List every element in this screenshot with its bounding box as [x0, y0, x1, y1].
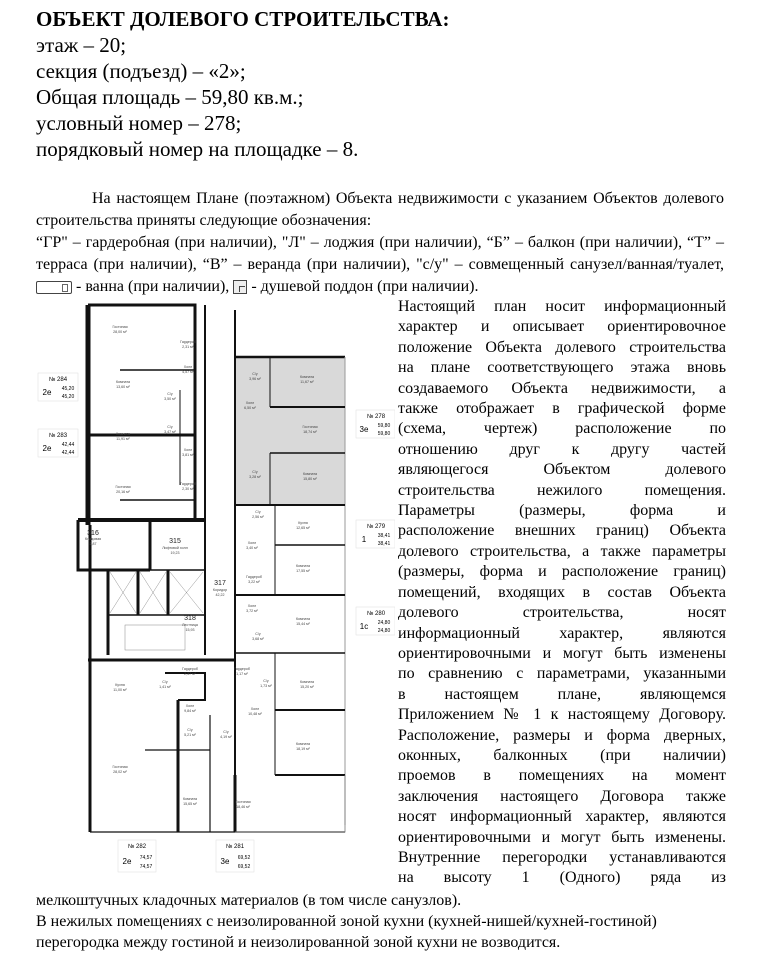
disclaimer-line: ориентировочными и могут быть изменены. [398, 828, 726, 846]
apartment-area: 24,80 [377, 628, 391, 634]
apartment-area: 59,80 [377, 423, 391, 429]
closing-line-3: перегородка между гостиной и неизолированной зоной кухни не возводится. [36, 934, 561, 951]
room-area: 13,60 м² [116, 385, 130, 389]
disclaimer-line: отношению друг к другу частей [398, 440, 726, 458]
object-summary [36, 6, 449, 162]
elevator-hall-number: 315 [169, 538, 181, 545]
room-area: 4,19 м² [220, 735, 232, 739]
apartment-area: 74,57 [139, 864, 153, 870]
stairs-number: 318 [184, 615, 196, 622]
room-name: Гардероб [234, 667, 250, 671]
room-name: Холл [183, 448, 193, 452]
room-area: 28,02 м² [113, 770, 127, 774]
room-name: Комната [295, 564, 311, 568]
legend-text: “ГР" – гардеробная (при наличии), "Л" – лоджия (при наличии), “Б” – балкон (при наличии), “Т” – терраса (при наличии), “В” – веранда (при наличии), "с/у" – совмещенный санузел/ванная/туалет, [36, 234, 724, 273]
disclaimer-line: Параметры (размеры, форма и [398, 502, 726, 520]
closing-line-2: В нежилых помещениях с неизолированной зоной кухни (кухней-нишей/кухней-гостиной) [36, 913, 657, 930]
room-name: С/у [252, 372, 258, 376]
apartment-number: № 279 [366, 524, 386, 530]
room-name: Комната [115, 380, 131, 384]
room-name: Гардероб [180, 340, 196, 344]
closing-text [36, 890, 726, 953]
stairs-area: 15,93 [185, 628, 195, 632]
room-name: С/у [167, 392, 173, 396]
elevator-hall-name: Лифтовой холл [162, 546, 188, 550]
apartment-type: 2е [42, 444, 52, 453]
room-name: Комната [182, 797, 198, 801]
disclaimer-line: также отображает в графической форме [398, 400, 726, 418]
room-name: Холл [247, 604, 257, 608]
room-name: Гостиная [112, 325, 128, 329]
corridor-name: Коридор [212, 588, 228, 592]
room-area: 3,68 м² [252, 637, 264, 641]
room-area: 2,31 м² [182, 345, 194, 349]
disclaimer-line: Приложением № 1 к настоящему Договору. [398, 706, 726, 724]
room-area: 20,16 м² [116, 490, 130, 494]
room-name: Гостиная [112, 765, 128, 769]
disclaimer-line: на высоту 1 (Одного) ряда из [398, 869, 726, 887]
room-area: 11,00 м² [113, 688, 127, 692]
object-floor: этаж – 20; [36, 33, 127, 57]
room-area: 15,20 м² [300, 685, 314, 689]
room-name: Комната [302, 472, 318, 476]
disclaimer-line: информационный характер, являются [398, 624, 726, 642]
apartment-type: 1 [361, 535, 367, 544]
apartment-number: № 278 [366, 414, 386, 420]
disclaimer-line: на плане соответствующего этажа вновь [398, 359, 726, 377]
disclaimer-line: Расположение, размеры и форма дверных, [398, 726, 726, 744]
elevator-hall-area: 19,23 [170, 551, 180, 555]
apartment-tag-282 [118, 840, 156, 872]
object-ordinal-number: порядковый номер на площадке – 8. [36, 137, 359, 161]
room-name: Комната [295, 742, 311, 746]
apartment-type: 2е [42, 388, 52, 397]
apartment-number: № 283 [48, 433, 68, 439]
room-name: Холл [247, 541, 257, 545]
room-area: 18,74 м² [303, 430, 317, 434]
room-area: 3,72 м² [246, 609, 258, 613]
room-area: 10,48 м² [248, 712, 262, 716]
apartment-type: 3е [359, 425, 369, 434]
room-name: С/у [263, 679, 269, 683]
plan-disclaimer [398, 297, 726, 889]
room-area: 5,21 м² [184, 733, 196, 737]
room-name: Холл [185, 704, 195, 708]
room-name: Гостиная [302, 425, 318, 429]
room-area: 18,19 м² [296, 747, 310, 751]
room-name: Гостиная [235, 800, 251, 804]
room-name: Кухня [115, 683, 125, 687]
room-area: 1,41 м² [159, 685, 171, 689]
room-area: 4,57 м² [182, 370, 194, 374]
apartment-area: 42,44 [61, 450, 75, 456]
disclaimer-line: являющегося Объектом долевого [398, 461, 726, 479]
room-name: С/у [252, 470, 258, 474]
room-area: 2,30 м² [182, 487, 194, 491]
object-section: секция (подъезд) – «2»; [36, 59, 246, 83]
apartment-number: № 282 [127, 844, 147, 850]
apartment-type: 2е [122, 857, 132, 866]
apartment-tag-280 [356, 607, 395, 635]
legend-paragraph [36, 232, 724, 298]
room-area: 11,67 м² [300, 380, 314, 384]
disclaimer-line: в настоящем плане, являющемся [398, 685, 726, 703]
disclaimer-line: носят информационный характер, являются [398, 808, 726, 826]
apartment-area: 59,80 [377, 431, 391, 437]
apartment-tag-281 [216, 840, 254, 872]
room-name: Гардероб [180, 482, 196, 486]
room-name: С/у [187, 728, 193, 732]
room-area: 3,50 м² [164, 397, 176, 401]
corridor-number: 317 [214, 580, 226, 587]
apartment-area: 38,41 [377, 533, 391, 539]
room-area: 9,84 м² [184, 709, 196, 713]
room-area: 28,00 м² [113, 330, 127, 334]
disclaimer-line: (размеры, форма и расположение границ) [398, 563, 726, 581]
apartment-area: 42,44 [61, 442, 75, 448]
room-name: С/у [162, 680, 168, 684]
room-name: С/у [255, 510, 261, 514]
room-name: Холл [245, 401, 255, 405]
room-area: 3,22 м² [248, 580, 260, 584]
room-area: 15,44 м² [296, 622, 310, 626]
room-area: 3,28 м² [249, 475, 261, 479]
apartment-area: 24,80 [377, 620, 391, 626]
room-name: С/у [167, 425, 173, 429]
shower-tray-icon [233, 280, 247, 294]
room-area: 15,80 м² [303, 477, 317, 481]
disclaimer-line: строительства нежилого помещения. [398, 481, 726, 499]
room-area: 3,81 м² [182, 453, 194, 457]
room-area: 1,73 м² [260, 684, 272, 688]
room-area: 3,96 м² [249, 377, 261, 381]
stairs-name: Лестница [182, 623, 198, 627]
disclaimer-line: по сравнению с параметрами, указанными [398, 665, 726, 683]
room-name: С/у [223, 730, 229, 734]
bathtub-icon [36, 281, 72, 294]
room-area: 2,37 м² [184, 672, 196, 676]
room-name: Кухня [298, 521, 308, 525]
disclaimer-line: расположение внешних границ) Объекта [398, 522, 726, 540]
apartment-number: № 280 [366, 611, 386, 617]
room-name: Комната [115, 432, 131, 436]
disclaimer-line: Внутренние перегородки устанавливаются [398, 848, 726, 866]
room-name: Комната [295, 617, 311, 621]
legend-bath-text: - ванна (при наличии), [76, 278, 230, 295]
disclaimer-line: Настоящий план носит информационный [398, 298, 726, 315]
disclaimer-line: характер и описывает ориентировочное [398, 318, 726, 336]
disclaimer-line: положение Объекта долевого строительства [398, 338, 726, 356]
apartment-type: 3е [220, 857, 230, 866]
object-conditional-number: условный номер – 278; [36, 111, 242, 135]
legend-section [36, 188, 724, 298]
apartment-tag-284 [38, 373, 78, 401]
apartment-tag-278 [356, 410, 395, 438]
apartment-area: 38,41 [377, 541, 391, 547]
room-name: Гардероб [182, 667, 198, 671]
disclaimer-line: (схема, чертеж) расположение по [398, 420, 726, 438]
room-area: 11,91 м² [116, 437, 130, 441]
room-area: 6,50 м² [244, 406, 256, 410]
intro-paragraph: На настоящем Плане (поэтажном) Объекта недвижимости с указанием Объектов долевого строительства приняты следующие обозначения: [36, 190, 724, 229]
apartment-number: № 284 [48, 377, 68, 383]
room-area: 15,65 м² [183, 802, 197, 806]
disclaimer-line: создаваемого Объекта недвижимости, а [398, 379, 726, 397]
apartment-area: 45,20 [61, 386, 75, 392]
disclaimer-line: проемов в помещениях на момент [398, 767, 726, 785]
room-name: С/у [255, 632, 261, 636]
apartment-area: 69,52 [237, 855, 251, 861]
apartment-tag-279 [356, 520, 395, 548]
closing-line-1: мелкоштучных кладочных материалов (в том числе санузлов). [36, 892, 462, 909]
room-area: 3,47 м² [164, 430, 176, 434]
apartment-type: 1с [359, 622, 369, 631]
legend-shower-text: - душевой поддон (при наличии). [251, 278, 479, 295]
floor-plan [30, 295, 395, 880]
room-name: Гардероб [246, 575, 262, 579]
disclaimer-line: ориентировочными и могут быть изменены [398, 644, 726, 662]
room-name: Комната [299, 680, 315, 684]
disclaimer-line: оконных, балконных (при наличии) [398, 746, 726, 764]
room-name: Комната [299, 375, 315, 379]
apartment-tag-283 [38, 429, 78, 457]
room-area: 17,55 м² [296, 569, 310, 573]
disclaimer-line: заключения настоящего Договора также [398, 787, 726, 805]
storage-area: 2,87 [89, 542, 97, 546]
room-area: 2,56 м² [252, 515, 264, 519]
room-area: 1,17 м² [236, 672, 248, 676]
disclaimer-line: долевого строительства, носят [398, 604, 726, 622]
apartment-area: 74,57 [139, 855, 153, 861]
object-area: Общая площадь – 59,80 кв.м.; [36, 85, 304, 109]
object-heading: ОБЪЕКТ ДОЛЕВОГО СТРОИТЕЛЬСТВА: [36, 7, 450, 31]
room-name: Гостиная [115, 485, 131, 489]
room-name: Холл [183, 365, 193, 369]
corridor-area: 42,22 [215, 593, 225, 597]
disclaimer-line: помещений, входящих в состав Объекта [398, 583, 726, 601]
room-name: Холл [250, 707, 260, 711]
storage-number: 316 [87, 530, 99, 537]
apartment-number: № 281 [225, 844, 245, 850]
apartment-area: 69,52 [237, 864, 251, 870]
disclaimer-line: долевого строительства, а также параметры [398, 542, 726, 560]
room-area: 3,40 м² [246, 546, 258, 550]
storage-name: Кладовая [84, 537, 102, 541]
room-area: 18,46 м² [236, 805, 250, 809]
apartment-area: 45,20 [61, 394, 75, 400]
room-area: 12,65 м² [296, 526, 310, 530]
